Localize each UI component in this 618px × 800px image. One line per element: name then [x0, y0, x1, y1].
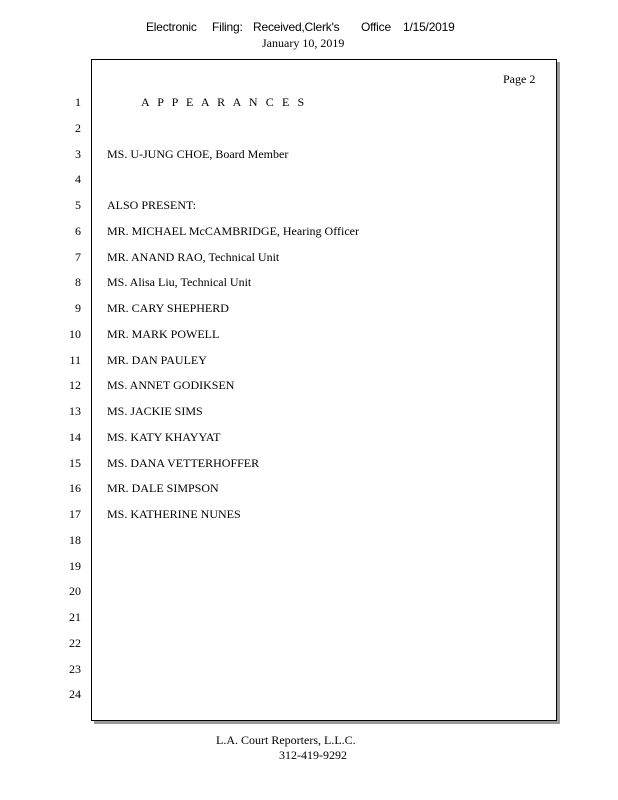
- line-number: 17: [69, 507, 81, 521]
- line-text: MR. DAN PAULEY: [107, 353, 207, 367]
- line-number: 19: [69, 559, 81, 573]
- line-number: 7: [75, 250, 81, 264]
- line-text: MS. U-JUNG CHOE, Board Member: [107, 147, 289, 161]
- line-text: MS. Alisa Liu, Technical Unit: [107, 275, 252, 289]
- line-text: MR. MICHAEL McCAMBRIDGE, Hearing Officer: [107, 224, 359, 238]
- page-number: Page 2: [503, 72, 536, 86]
- stamp-date: 1/15/2019: [403, 20, 455, 34]
- line-text: MR. DALE SIMPSON: [107, 481, 219, 495]
- line-text: MS. ANNET GODIKSEN: [107, 378, 235, 392]
- line-number: 9: [75, 301, 81, 315]
- line-number: 23: [69, 662, 81, 676]
- line-number: 18: [69, 533, 81, 547]
- stamp-received: Received,Clerk's: [253, 20, 340, 34]
- stamp-filing: Filing:: [212, 20, 243, 34]
- line-text: MS. KATHERINE NUNES: [107, 507, 241, 521]
- line-number: 8: [75, 275, 81, 289]
- appearances-heading: A P P E A R A N C E S: [141, 95, 307, 109]
- line-text: MR. CARY SHEPHERD: [107, 301, 229, 315]
- line-number: 24: [69, 687, 81, 701]
- line-number: 10: [69, 327, 81, 341]
- footer-company: L.A. Court Reporters, L.L.C.: [216, 733, 356, 747]
- line-number: 4: [75, 172, 81, 186]
- line-number: 11: [69, 353, 81, 367]
- line-text: MR. ANAND RAO, Technical Unit: [107, 250, 280, 264]
- line-number: 14: [69, 430, 81, 444]
- footer-phone: 312-419-9292: [279, 748, 347, 762]
- line-text: MS. KATY KHAYYAT: [107, 430, 221, 444]
- line-number: 5: [75, 198, 81, 212]
- line-number: 3: [75, 147, 81, 161]
- line-text: MS. JACKIE SIMS: [107, 404, 203, 418]
- stamp-office: Office: [361, 20, 391, 34]
- line-number: 6: [75, 224, 81, 238]
- line-text: MR. MARK POWELL: [107, 327, 220, 341]
- line-number: 15: [69, 456, 81, 470]
- line-number: 20: [69, 584, 81, 598]
- line-number: 16: [69, 481, 81, 495]
- line-number: 2: [75, 121, 81, 135]
- line-text: ALSO PRESENT:: [107, 198, 197, 212]
- line-number: 13: [69, 404, 81, 418]
- line-number: 22: [69, 636, 81, 650]
- line-text: MS. DANA VETTERHOFFER: [107, 456, 260, 470]
- stamp-electronic: Electronic: [146, 20, 197, 34]
- document-date: January 10, 2019: [262, 36, 345, 50]
- line-number: 1: [75, 95, 81, 109]
- line-number: 12: [69, 378, 81, 392]
- line-number: 21: [69, 610, 81, 624]
